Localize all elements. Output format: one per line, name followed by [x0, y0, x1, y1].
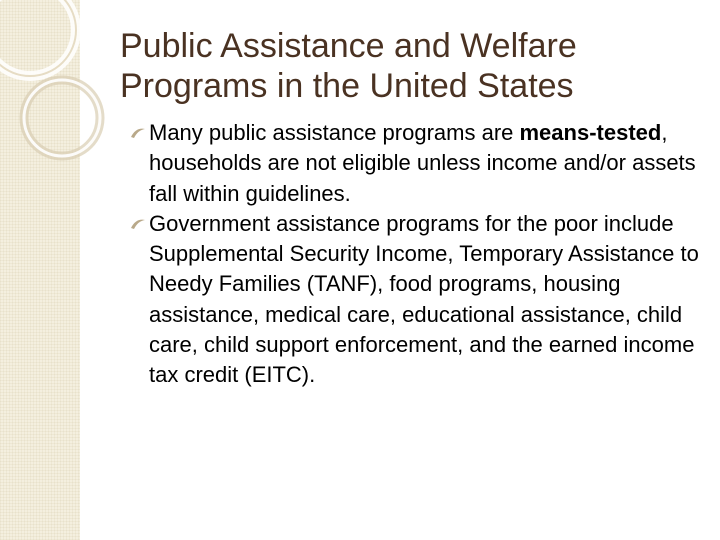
- bullet-2-text: Government assistance programs for the poor include Supplemental Security Income, Temporary Assistance to Needy Families (TANF), food programs, housing assistance, medical care, educational assistance, child care, child support enforcement, and the earned income tax credit (EITC).: [149, 210, 699, 388]
- bullet-1-term: means-tested: [519, 120, 662, 145]
- bullet-item-means-tested: [128, 118, 708, 209]
- decorative-rings-icon: [0, 0, 120, 200]
- bullet-1-lead: Many public assistance programs are: [149, 120, 520, 145]
- bullet-item-programs: [128, 209, 708, 391]
- swoosh-bullet-icon: [130, 126, 146, 140]
- bullet-list: [128, 118, 708, 391]
- slide-title: [120, 26, 700, 106]
- bullet-1-rest: , households are not eligible unless income and/or assets fall within guidelines.: [149, 120, 696, 206]
- swoosh-bullet-icon: [130, 217, 146, 231]
- title-line-2: Programs in the United States: [120, 67, 574, 106]
- title-line-1: Public Assistance and Welfare: [120, 27, 577, 65]
